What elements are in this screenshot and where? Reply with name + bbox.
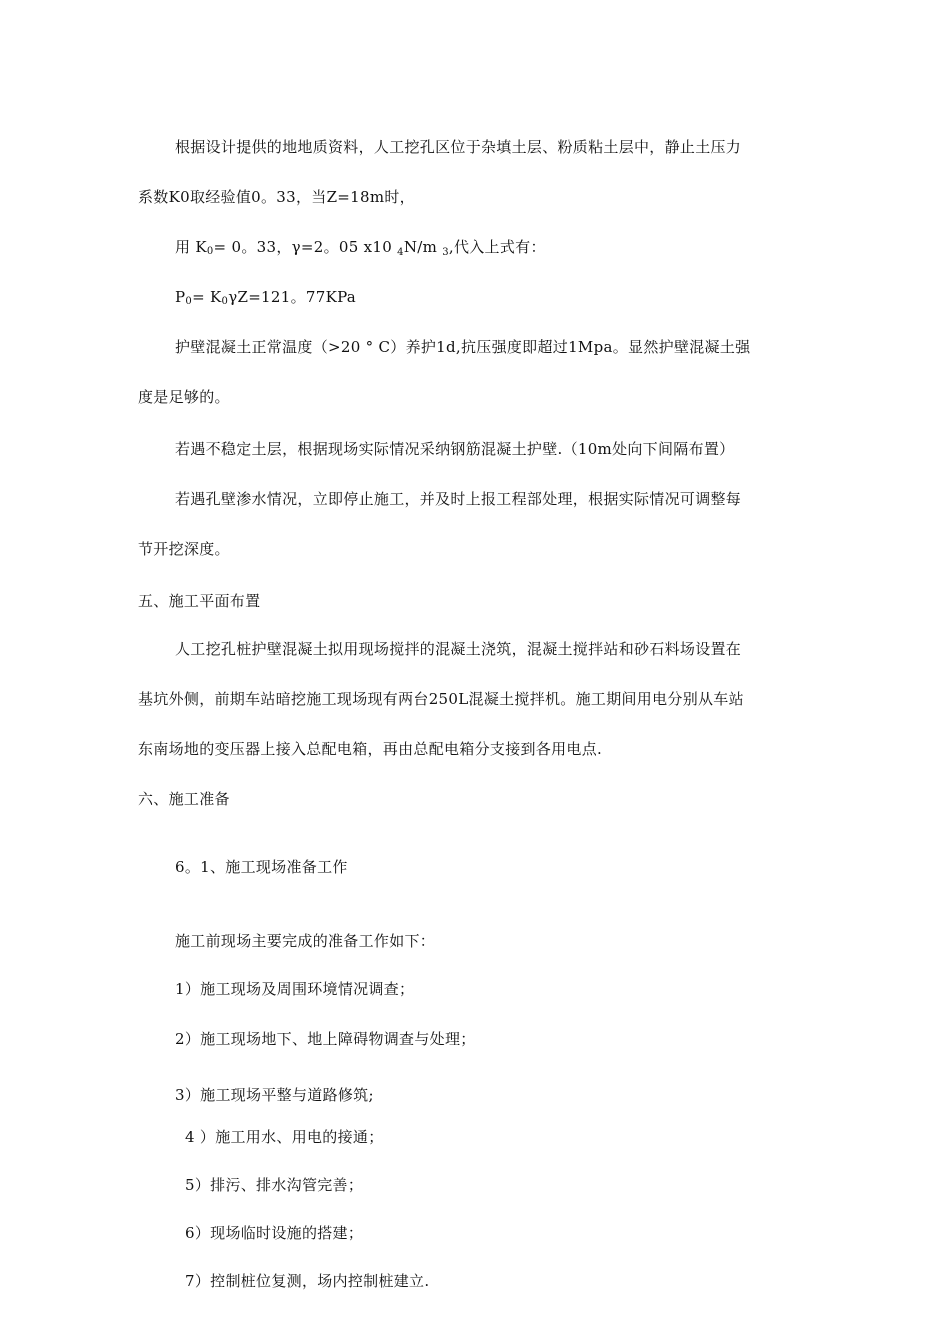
section-heading: 五、施工平面布置 [138,592,261,610]
paragraph-line: 施工前现场主要完成的准备工作如下： [175,932,436,950]
paragraph-line: 东南场地的变压器上接入总配电箱，再由总配电箱分支接到各用电点. [138,740,603,758]
formula-line [175,236,546,264]
subsection-heading: 6。1、施工现场准备工作 [175,858,348,876]
list-item: 4 ）施工用水、用电的接通； [185,1128,384,1146]
list-item: 3）施工现场平整与道路修筑; [175,1086,374,1104]
exponent: 3 [442,247,449,258]
formula-text: N/m [403,238,443,256]
formula-text: γZ=121。77KPa [228,288,357,306]
formula-text: P [175,288,186,306]
list-item: 6）现场临时设施的搭建； [185,1224,364,1242]
formula-text: 用 K [175,238,207,256]
paragraph-line: 系数K0取经验值0。33，当Z=18m时， [138,188,415,206]
section-heading: 六、施工准备 [138,790,230,808]
paragraph-line: 基坑外侧，前期车站暗挖施工现场现有两台250L混凝土搅拌机。施工期间用电分别从车站 [138,690,744,708]
paragraph-line: 度是足够的。 [138,388,230,406]
list-item: 2）施工现场地下、地上障碍物调查与处理； [175,1030,476,1048]
paragraph-line: 根据设计提供的地地质资料，人工挖孔区位于杂填土层、粉质粘土层中，静止土压力 [175,138,742,156]
paragraph-line: 护壁混凝土正常温度（>20 ° C）养护1d,抗压强度即超过1Mpa。显然护壁混凝土强 [175,338,751,356]
paragraph-line: 若遇孔壁渗水情况，立即停止施工，并及时上报工程部处理，根据实际情况可调整每 [175,490,742,508]
subscript: 0 [221,296,229,307]
paragraph-line: 若遇不稳定土层，根据现场实际情况采纳钢筋混凝土护壁.（10m处向下间隔布置） [175,440,735,458]
exponent: 4 [397,247,404,258]
formula-text: ,代入上式有： [448,238,546,256]
subscript: 0 [185,296,193,307]
formula-text: = 0。33，γ=2。05 x10 [213,238,398,256]
paragraph-line: 人工挖孔桩护壁混凝土拟用现场搅拌的混凝土浇筑，混凝土搅拌站和砂石料场设置在 [175,640,742,658]
list-item: 7）控制桩位复测，场内控制桩建立. [185,1272,430,1290]
list-item: 1）施工现场及周围环境情况调查； [175,980,415,998]
list-item: 5）排污、排水沟管完善； [185,1176,364,1194]
paragraph-line: 节开挖深度。 [138,540,230,558]
formula-line [175,286,356,313]
subscript: 0 [206,246,214,257]
formula-text: = K [192,288,222,306]
